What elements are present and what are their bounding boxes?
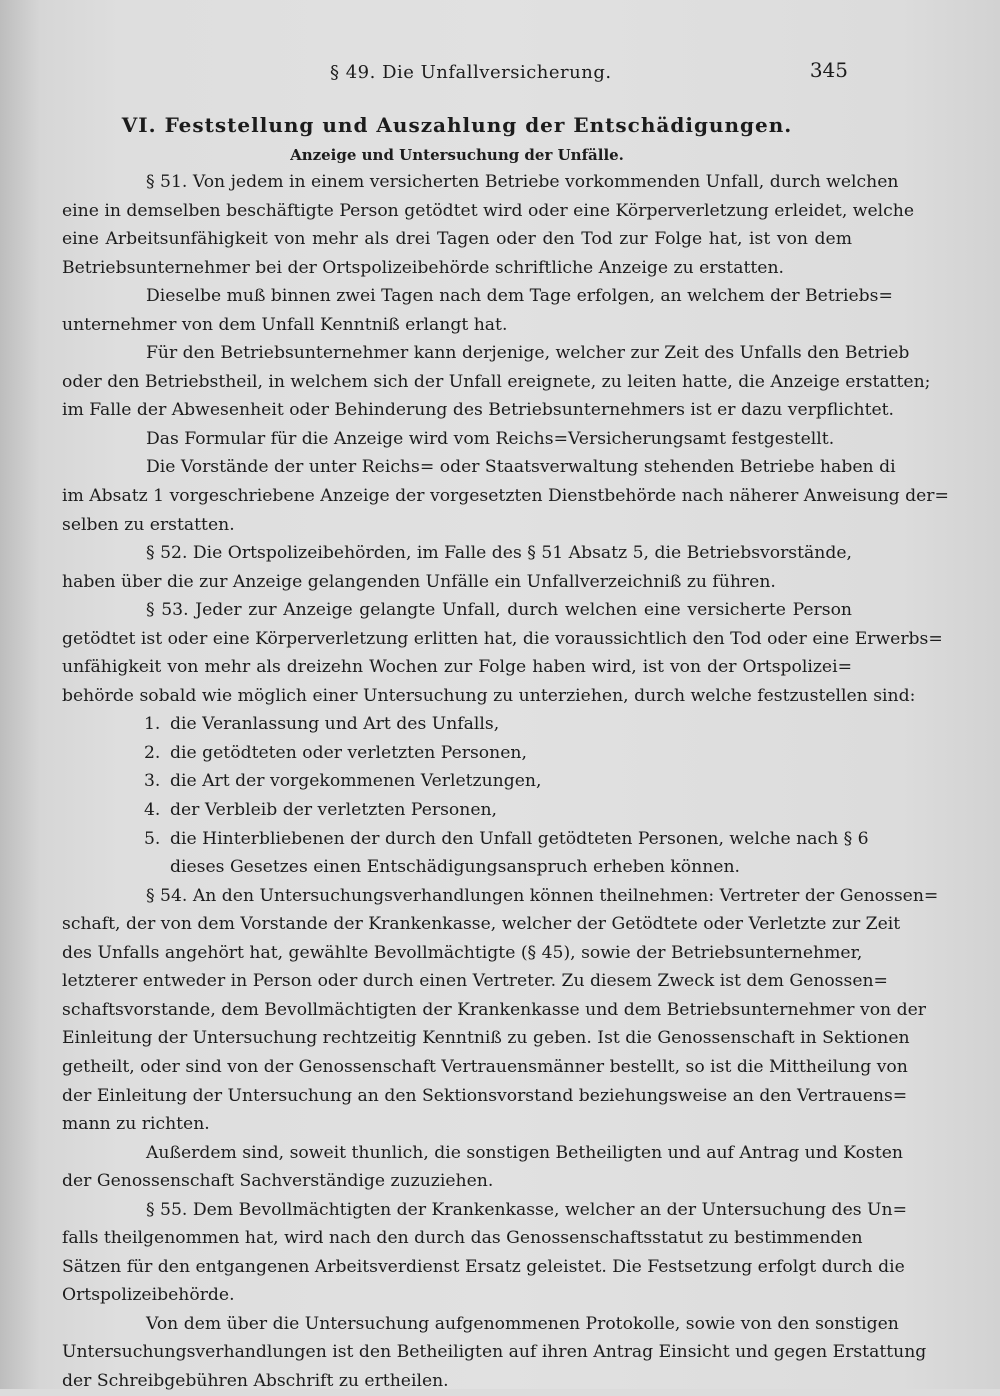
- enumeration-item: [62, 796, 852, 825]
- text-line: § 54. An den Untersuchungsverhandlungen können theilnehmen: Vertreter der Genossen=: [146, 885, 939, 906]
- text-line: Außerdem sind, soweit thunlich, die sonstigen Betheiligten und auf Antrag und Kosten: [146, 1142, 903, 1163]
- text-line: § 55. Dem Bevollmächtigten der Krankenkasse, welcher an der Untersuchung des Un=: [146, 1199, 907, 1220]
- enumeration-item: [62, 825, 869, 854]
- enumeration-text: der Verbleib der verletzten Personen,: [170, 800, 498, 821]
- paragraph: [62, 882, 939, 1139]
- text-line: Sätzen für den entgangenen Arbeitsverdienst Ersatz geleistet. Die Festsetzung erfolgt durch die: [62, 1256, 905, 1277]
- enumeration-text: die Veranlassung und Art des Unfalls,: [170, 714, 500, 735]
- text-line: im Absatz 1 vorgeschriebene Anzeige der vorgesetzten Dienstbehörde nach näherer Anweisung der=: [62, 486, 949, 507]
- section-heading: Anzeige und Untersuchung der Unfälle.: [290, 146, 624, 164]
- text-line: Das Formular für die Anzeige wird vom Reichs=Versicherungsamt festgestellt.: [146, 428, 835, 449]
- text-line: letzterer entweder in Person oder durch einen Vertreter. Zu diesem Zweck ist dem Genossen=: [62, 971, 888, 992]
- enumeration-list: [62, 710, 869, 881]
- paragraph: [62, 425, 852, 454]
- text-line: eine in demselben beschäftigte Person getödtet wird oder eine Körperverletzung erleidet, welche: [62, 200, 915, 221]
- enumeration-item: [62, 767, 852, 796]
- text-line: behörde sobald wie möglich einer Untersuchung zu unterziehen, durch welche festzustellen sind:: [62, 685, 916, 706]
- text-line: des Unfalls angehört hat, gewählte Bevollmächtigte (§ 45), sowie der Betriebsunternehmer,: [62, 942, 863, 963]
- enumeration-continuation: dieses Gesetzes einen Entschädigungsanspruch erheben können.: [170, 857, 740, 878]
- enumeration-item: [62, 710, 852, 739]
- chapter-title: VI. Feststellung und Auszahlung der Entschädigungen.: [121, 113, 793, 137]
- text-line: Für den Betriebsunternehmer kann derjenige, welcher zur Zeit des Unfalls den Betrieb: [146, 343, 910, 364]
- text-line: Einleitung der Untersuchung rechtzeitig Kenntniß zu geben. Ist die Genossenschaft in Sektionen: [62, 1028, 910, 1049]
- enumeration-number: 1.: [144, 714, 161, 735]
- text-line: der Schreibgebühren Abschrift zu ertheilen.: [62, 1370, 449, 1391]
- text-line: § 51. Von jedem in einem versicherten Betriebe vorkommenden Unfall, durch welchen: [146, 172, 899, 192]
- text-line: schaft, der von dem Vorstande der Krankenkasse, welcher der Getödtete oder Verletzte zur Zeit: [62, 914, 901, 935]
- enumeration-text: die Hinterbliebenen der durch den Unfall getödteten Personen, welche nach § 6: [170, 828, 869, 849]
- running-head: § 49. Die Unfallversicherung.: [330, 62, 612, 83]
- paragraph: [62, 282, 893, 339]
- paragraph: [62, 1139, 903, 1196]
- enumeration-text: die Art der vorgekommenen Verletzungen,: [170, 771, 542, 792]
- text-line: getheilt, oder sind von der Genossenschaft Vertrauensmänner bestellt, so ist die Mittheilung von: [62, 1056, 908, 1077]
- paragraph: [62, 1310, 927, 1396]
- text-line: Ortspolizeibehörde.: [62, 1285, 235, 1306]
- text-line: haben über die zur Anzeige gelangenden Unfälle ein Unfallverzeichniß zu führen.: [62, 571, 776, 592]
- paragraph: [62, 596, 943, 710]
- enumeration-number: 4.: [144, 800, 161, 821]
- text-line: Von dem über die Untersuchung aufgenommenen Protokolle, sowie von den sonstigen: [146, 1313, 899, 1334]
- text-line: mann zu richten.: [62, 1114, 210, 1135]
- text-line: § 52. Die Ortspolizeibehörden, im Falle des § 51 Absatz 5, die Betriebsvorstände,: [146, 543, 852, 564]
- paragraph: [62, 168, 915, 282]
- text-line: Betriebsunternehmer bei der Ortspolizeibehörde schriftliche Anzeige zu erstatten.: [62, 257, 784, 278]
- text-line: der Einleitung der Untersuchung an den Sektionsvorstand beziehungsweise an den Vertrauens=: [62, 1085, 908, 1106]
- enumeration-number: 5.: [144, 828, 161, 849]
- text-line: selben zu erstatten.: [62, 514, 235, 535]
- text-line: schaftsvorstande, dem Bevollmächtigten der Krankenkasse und dem Betriebsunternehmer von der: [62, 999, 926, 1020]
- text-line: Die Vorstände der unter Reichs= oder Staatsverwaltung stehenden Betriebe haben di: [146, 457, 896, 478]
- text-line: falls theilgenommen hat, wird nach den durch das Genossenschaftsstatut zu bestimmenden: [62, 1228, 863, 1249]
- text-line: unternehmer von dem Unfall Kenntniß erlangt hat.: [62, 314, 508, 335]
- text-line: getödtet ist oder eine Körperverletzung erlitten hat, die voraussichtlich den Tod oder eine Erwerbs=: [62, 628, 943, 649]
- text-line: oder den Betriebstheil, in welchem sich der Unfall ereignete, zu leiten hatte, die Anzeige erstatten;: [62, 371, 931, 392]
- paragraph: [62, 1196, 907, 1310]
- text-line: Dieselbe muß binnen zwei Tagen nach dem Tage erfolgen, an welchem der Betriebs=: [146, 286, 893, 307]
- enumeration-number: 2.: [144, 742, 161, 763]
- enumeration-item: [62, 739, 852, 768]
- page-header: [0, 58, 1000, 88]
- text-line: eine Arbeitsunfähigkeit von mehr als drei Tagen oder den Tod zur Folge hat, ist von dem: [62, 229, 852, 250]
- text-line: § 53. Jeder zur Anzeige gelangte Unfall, durch welchen eine versicherte Person: [146, 600, 852, 621]
- enumeration-number: 3.: [144, 771, 161, 792]
- text-line: unfähigkeit von mehr als dreizehn Wochen zur Folge haben wird, ist von der Ortspolizei=: [62, 657, 852, 678]
- text-line: im Falle der Abwesenheit oder Behinderung des Betriebsunternehmers ist er dazu verpflichtet.: [62, 400, 895, 421]
- paragraphs-after-list: [62, 882, 939, 1396]
- paragraph: [62, 539, 852, 596]
- paragraph: [62, 339, 931, 425]
- page-body: [62, 108, 949, 1396]
- enumeration-text: die getödteten oder verletzten Personen,: [170, 742, 527, 763]
- text-line: der Genossenschaft Sachverständige zuzuziehen.: [62, 1171, 494, 1192]
- text-line: Untersuchungsverhandlungen ist den Betheiligten auf ihren Antrag Einsicht und gegen Erstattung: [62, 1342, 927, 1363]
- paragraph: [62, 453, 949, 539]
- paragraphs-before-list: [62, 168, 949, 710]
- page-number: 345: [809, 58, 848, 82]
